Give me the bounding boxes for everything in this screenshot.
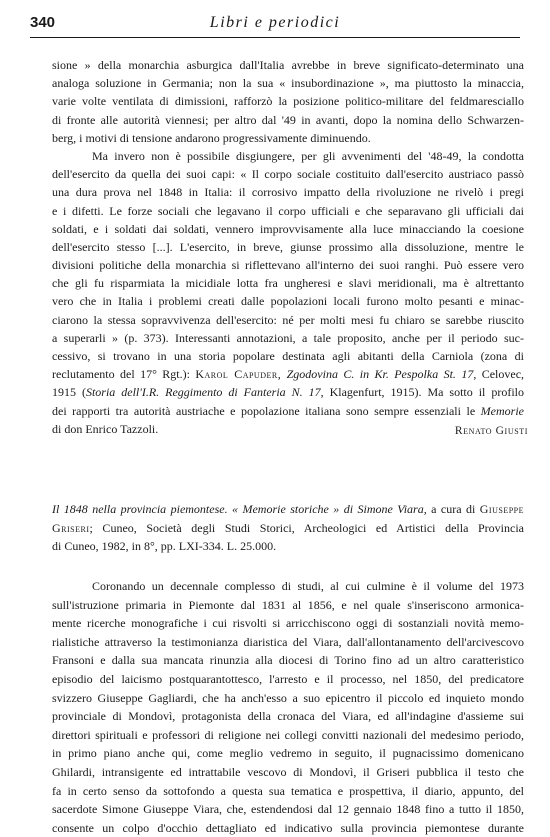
text-line: Coronando un decennale complesso di studi, al cui culmine è il volume del 1973 bbox=[92, 579, 524, 593]
text-line: fa in certo senso da sottofondo a questa sua tematica e prospettiva, il diario, appunto, del bbox=[52, 783, 524, 798]
text-line: Ma invero non è possibile disgiungere, per gli avvenimenti del '48-49, la condotta bbox=[92, 148, 524, 163]
text-line: mente ricerche monografiche i cui risvolti si arricchiscono oggi di sostanziali novità memo- bbox=[52, 616, 524, 631]
header-rule bbox=[30, 37, 520, 38]
text-line bbox=[52, 402, 524, 420]
memorie-title: Memorie bbox=[480, 403, 524, 418]
text-line: varie volte ventilata di dimissioni, rafforzò la posizione politico-militare del feldmaresciallo bbox=[52, 94, 524, 109]
reviewer-signature: Renato Giusti bbox=[454, 425, 528, 437]
text-line: di fronte alle autorità viennesi; per altro dal '49 in avanti, dopo la nomina dello Schwarzen- bbox=[52, 112, 524, 127]
review-two-text bbox=[52, 577, 524, 837]
text-line: cessivo, si trovano in una storia popolare destinata agli abitanti della Carniola (zona di bbox=[52, 349, 524, 363]
curator-surname: Griseri bbox=[52, 520, 90, 535]
review-one-text bbox=[52, 56, 524, 438]
review-two-heading bbox=[52, 500, 524, 556]
text-line: sacerdote Simone Giuseppe Viara, che, estendendosi dal 12 gennaio 1848 fino a tutto il 1850, bbox=[52, 802, 524, 817]
text-line: divisioni politiche della monarchia si riflettevano all'interno dei suoi ranghi. Può essere vero bbox=[52, 258, 524, 273]
text-line: soldati, e i soldati dai soldati, vennero improvvisamente alla luce minacciando la coesione bbox=[52, 221, 524, 236]
text-line: in primo piano anche qui, come meglio vedremo in seguito, il pugnacissimo domenicano bbox=[52, 746, 524, 761]
text-line: episodio del laicismo postquarantottesco, l'arresto e il processo, nel 1850, del predicatore bbox=[52, 671, 524, 686]
text-line: a superarli » (p. 373). Interessanti annotazioni, a tale proposito, anche per il periodo suc- bbox=[52, 330, 524, 345]
text-line: una dura prova nel 1848 in Italia: il corrosivo impatto della rivoluzione ne rivelò i pregi bbox=[52, 185, 524, 200]
citation-title: Zgodovina C. in Kr. Pespolka St. 17 bbox=[286, 367, 474, 382]
text-line: ciarono la stessa sopravvivenza dell'esercito: né per molti mesi fu chiaro se sarebbe riuscito bbox=[52, 312, 524, 327]
text-line: che gli fu risparmiata la micidiale lotta fra ungheresi e slavi meridionali, ma è altrettanto bbox=[52, 276, 524, 291]
text-line: Fransoni e dalla sua mancata rinunzia alla diocesi di Torino fino ad un altro caratteristico bbox=[52, 653, 524, 668]
page-number: 340 bbox=[30, 14, 56, 31]
publication-details: di Cuneo, 1982, in 8°, pp. LXI-334. L. 25.000. bbox=[52, 539, 277, 553]
citation-place: , Celovec, bbox=[473, 367, 524, 382]
text-line: dell'esercito stesso [...]. L'esercito, in breve, giunse prossimo alla dissoluzione, mentre le bbox=[52, 239, 524, 254]
text-line: Ghilardi, intransigente ed intrattabile vescovo di Mondovì, il Griseri pubblica il testo che bbox=[52, 764, 524, 779]
text-line bbox=[52, 365, 524, 383]
curator-prefix: a cura di bbox=[426, 502, 480, 516]
text-line: direttori spirituali e professori di religione nei collegi convitti nazionali del medesimo periodo, bbox=[52, 727, 524, 742]
text-line: sione » della monarchia asburgica dall'Italia avrebbe in breve significato-determinato una bbox=[52, 58, 524, 72]
text-line: dell'esercito da quella dei suoi capi: « Il corpo sociale costituito dall'esercito austriaco passò bbox=[52, 167, 524, 182]
text-line: consente un colpo d'occhio dettagliato ed indicativo sulla provincia piemontese durante bbox=[52, 820, 524, 835]
text-line: vero che in Italia i problemi creati dalle popolazioni locali furono molto pesanti e minac- bbox=[52, 294, 524, 309]
text-line: svizzero Giuseppe Gagliardi, che ha anch'esso a suo epicentro il piccolo ed inquieto mondo bbox=[52, 690, 524, 705]
text-line: e i difetti. Le forze sociali che legavano il corpo ufficiali e che separavano gli ufficiali dai bbox=[52, 203, 524, 218]
running-title: Libri e periodici bbox=[209, 14, 341, 31]
running-header bbox=[30, 14, 520, 36]
text-line: provinciale di Mondovì, protagonista della cronaca del Viara, ed all'indagine d'assieme sui bbox=[52, 709, 524, 724]
text-line: berg, i motivi di tensione andarono progressivamente diminuendo. bbox=[52, 130, 371, 145]
text-fragment: 1915 ( bbox=[52, 385, 86, 400]
text-fragment: , Klagenfurt, 1915). Ma sotto il profilo bbox=[320, 385, 524, 400]
text-line: sull'istruzione primaria in Piemonte dal 1831 al 1856, e nel quale s'inseriscono armonica- bbox=[52, 597, 524, 612]
publication-line bbox=[52, 519, 524, 538]
text-fragment: reclutamento del 17° Rgt.): bbox=[52, 367, 190, 382]
text-line: rialistiche attraverso la testimonianza diaristica del Viara, dall'allontanamento dell'arcivescovo bbox=[52, 634, 524, 649]
text-fragment: dei rapporti tra autorità austriache e popolazione italiana sono sempre essenziali le bbox=[52, 403, 476, 418]
regiment-title: Storia dell'I.R. Reggimento di Fanteria N. 17 bbox=[85, 385, 321, 400]
citation-author: Karol Capuder, bbox=[195, 367, 282, 382]
curator-name: Giuseppe bbox=[479, 502, 524, 516]
text-line: di don Enrico Tazzoli. bbox=[52, 421, 159, 436]
book-title: Il 1848 nella provincia piemontese. « Memorie storiche » di Simone Viara, bbox=[52, 502, 427, 516]
text-line: analoga soluzione in Germania; non la sua « insubordinazione », ma piuttosto la minaccia, bbox=[52, 76, 524, 91]
publisher-text: ; Cuneo, Società degli Studi Storici, Archeologici ed Artistici della Provincia bbox=[89, 520, 524, 535]
book-title-line bbox=[52, 500, 524, 519]
text-line bbox=[52, 383, 524, 401]
